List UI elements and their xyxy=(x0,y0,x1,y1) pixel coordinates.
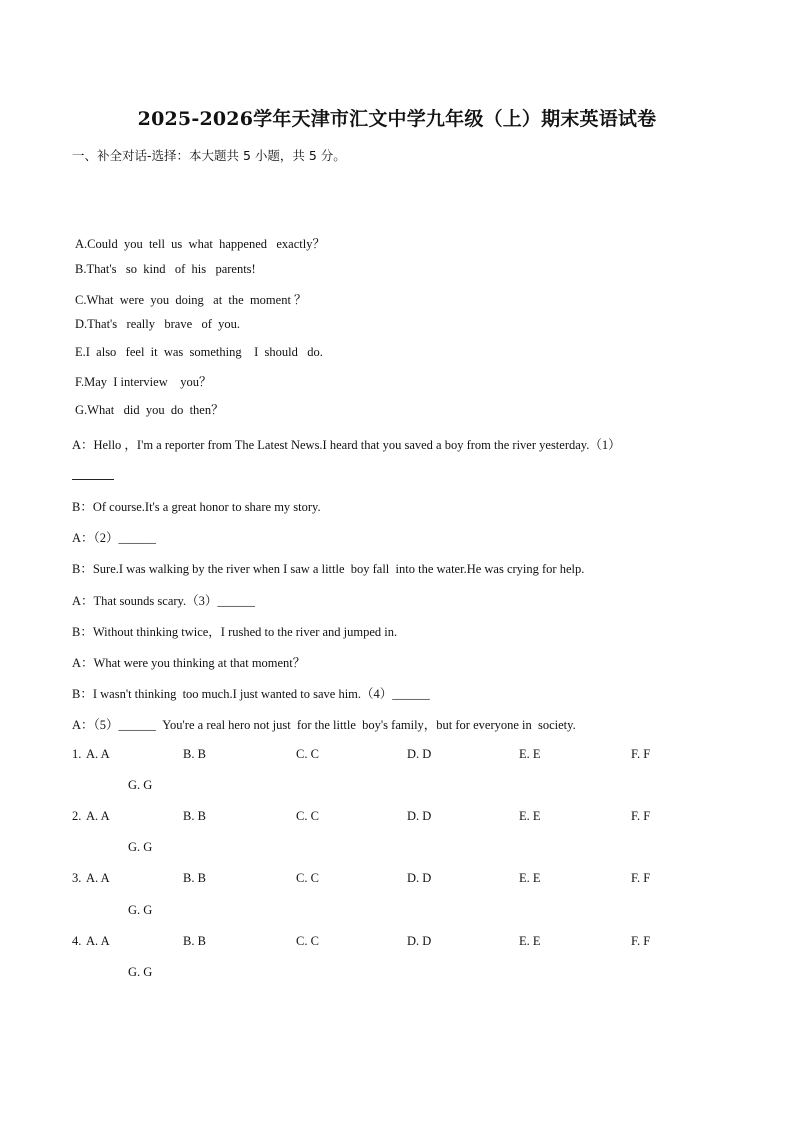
choice-d[interactable]: D. D xyxy=(407,934,432,948)
choice-d[interactable]: D. D xyxy=(407,747,432,761)
choice-f[interactable]: F. F xyxy=(631,934,651,948)
choice-e[interactable]: E. E xyxy=(519,871,541,885)
option-d: D.That's really brave of you. xyxy=(75,317,241,331)
choice-f[interactable]: F. F xyxy=(631,871,651,885)
choice-d[interactable]: D. D xyxy=(407,809,432,823)
question-number: 2. xyxy=(72,809,82,823)
choice-g[interactable]: G. G xyxy=(128,965,153,979)
choice-d[interactable]: D. D xyxy=(407,871,432,885)
choice-g[interactable]: G. G xyxy=(128,778,153,792)
choice-b[interactable]: B. B xyxy=(183,747,206,761)
option-g: G.What did you do then？ xyxy=(75,403,224,417)
choice-g[interactable]: G. G xyxy=(128,840,153,854)
choice-c[interactable]: C. C xyxy=(296,747,319,761)
choice-b[interactable]: B. B xyxy=(183,934,206,948)
choice-e[interactable]: E. E xyxy=(519,809,541,823)
dialogue-line-7: A：What were you thinking at that moment？ xyxy=(72,656,306,670)
dialogue-line-9: A：（5）______ You're a real hero not just for the little boy's family，but for everyone in society. xyxy=(72,718,576,732)
choice-c[interactable]: C. C xyxy=(296,809,319,823)
answer-blank-1 xyxy=(72,479,114,480)
choice-f[interactable]: F. F xyxy=(631,747,651,761)
dialogue-line-3: A：（2）______ xyxy=(72,531,157,545)
choice-e[interactable]: E. E xyxy=(519,934,541,948)
dialogue-line-2: B：Of course.It's a great honor to share my story. xyxy=(72,500,321,514)
choice-g[interactable]: G. G xyxy=(128,903,153,917)
choice-b[interactable]: B. B xyxy=(183,871,206,885)
option-b: B.That's so kind of his parents! xyxy=(75,262,256,276)
dialogue-line-4: B：Sure.I was walking by the river when I saw a little boy fall into the water.He was crying for help. xyxy=(72,562,585,576)
page-title: 2025-2026学年天津市汇文中学九年级（上）期末英语试卷 xyxy=(137,108,657,130)
choice-a[interactable]: A. A xyxy=(86,934,110,948)
question-number: 4. xyxy=(72,934,82,948)
choice-c[interactable]: C. C xyxy=(296,871,319,885)
dialogue-line-8: B：I wasn't thinking too much.I just wanted to save him.（4）______ xyxy=(72,687,430,701)
option-c: C.What were you doing at the moment ？ xyxy=(75,293,307,307)
dialogue-line-6: B：Without thinking twice，I rushed to the river and jumped in. xyxy=(72,625,398,639)
choice-a[interactable]: A. A xyxy=(86,871,110,885)
question-number: 3. xyxy=(72,871,82,885)
dialogue-line-1: A：Hello ，I'm a reporter from The Latest News.I heard that you saved a boy from the river yesterday.（1） xyxy=(72,438,621,452)
question-number: 1. xyxy=(72,747,82,761)
choice-b[interactable]: B. B xyxy=(183,809,206,823)
option-e: E.I also feel it was something I should do. xyxy=(75,345,323,359)
choice-e[interactable]: E. E xyxy=(519,747,541,761)
dialogue-line-5: A：That sounds scary.（3）______ xyxy=(72,594,255,608)
choice-f[interactable]: F. F xyxy=(631,809,651,823)
section-heading: 一、补全对话-选择：本大题共 5 小题，共 5 分。 xyxy=(72,148,346,163)
choice-c[interactable]: C. C xyxy=(296,934,319,948)
choice-a[interactable]: A. A xyxy=(86,809,110,823)
option-a: A.Could you tell us what happened exactly？ xyxy=(75,237,325,251)
choice-a[interactable]: A. A xyxy=(86,747,110,761)
option-f: F.May I interview you？ xyxy=(75,375,212,389)
